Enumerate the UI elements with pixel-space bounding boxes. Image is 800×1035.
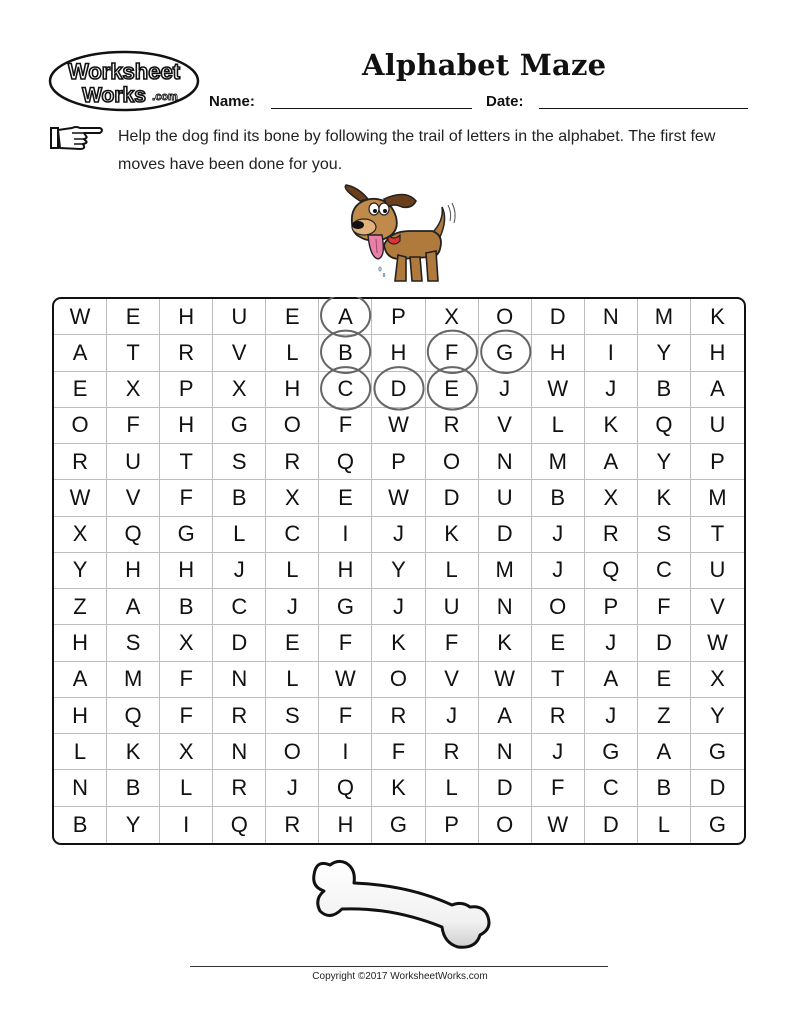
maze-cell[interactable]: Y — [638, 444, 691, 480]
maze-cell[interactable]: K — [372, 770, 425, 806]
maze-cell[interactable]: X — [585, 480, 638, 516]
maze-cell[interactable]: W — [54, 480, 107, 516]
maze-cell[interactable]: L — [213, 517, 266, 553]
page-title: Alphabet Maze — [362, 48, 607, 82]
maze-cell[interactable]: J — [372, 589, 425, 625]
maze-cell[interactable]: U — [107, 444, 160, 480]
maze-cell[interactable]: R — [372, 698, 425, 734]
maze-cell[interactable]: V — [426, 662, 479, 698]
name-label: Name: — [209, 93, 255, 110]
maze-cell[interactable]: L — [54, 734, 107, 770]
logo-graphic — [48, 50, 200, 112]
maze-cell[interactable]: K — [372, 625, 425, 661]
maze-cell[interactable]: B — [107, 770, 160, 806]
maze-cell[interactable]: G — [708, 811, 727, 837]
maze-cell[interactable]: F — [107, 408, 160, 444]
logo-text-suffix: .com — [152, 91, 178, 103]
maze-cell[interactable]: A — [585, 444, 638, 480]
maze-cell[interactable]: U — [479, 480, 532, 516]
maze-cell[interactable]: Y — [638, 335, 691, 371]
maze-cell[interactable]: F — [532, 770, 585, 806]
maze-cell[interactable]: Q — [319, 444, 372, 480]
maze-cell[interactable]: K — [107, 734, 160, 770]
maze-cell[interactable]: Q — [107, 517, 160, 553]
footer-divider — [190, 966, 608, 967]
maze-cell[interactable]: O — [479, 299, 532, 335]
maze-cell[interactable]: J — [532, 734, 585, 770]
date-field-line[interactable] — [539, 108, 748, 109]
maze-cell[interactable]: U — [213, 299, 266, 335]
maze-cell[interactable]: P — [585, 589, 638, 625]
maze-cell[interactable]: G — [372, 807, 425, 843]
maze-cell[interactable]: R — [266, 807, 319, 843]
maze-cell[interactable]: R — [585, 517, 638, 553]
maze-cell[interactable]: Y — [372, 553, 425, 589]
maze-cell[interactable]: H — [160, 553, 213, 589]
maze-cell[interactable]: E — [107, 299, 160, 335]
maze-cell[interactable]: G — [585, 734, 638, 770]
maze-cell[interactable]: I — [585, 335, 638, 371]
maze-cell[interactable]: O — [479, 807, 532, 843]
maze-cell[interactable]: A — [479, 698, 532, 734]
bone-icon — [312, 855, 492, 951]
maze-cell[interactable]: J — [532, 517, 585, 553]
maze-cell[interactable]: F — [319, 698, 372, 734]
maze-cell[interactable]: C — [585, 770, 638, 806]
maze-cell[interactable]: T — [691, 517, 744, 553]
maze-cell[interactable]: D — [372, 372, 425, 408]
maze-cell[interactable]: Q — [585, 553, 638, 589]
maze-cell[interactable]: R — [532, 698, 585, 734]
maze-cell[interactable]: J — [266, 770, 319, 806]
maze-cell[interactable]: D — [479, 770, 532, 806]
maze-cell[interactable]: T — [160, 444, 213, 480]
maze-cell[interactable]: Q — [213, 807, 266, 843]
maze-cell[interactable]: P — [372, 444, 425, 480]
maze-cell[interactable]: R — [160, 335, 213, 371]
maze-cell[interactable]: F — [638, 589, 691, 625]
maze-cell[interactable]: A — [107, 589, 160, 625]
maze-cell[interactable]: R — [266, 444, 319, 480]
maze-cell[interactable]: O — [426, 444, 479, 480]
maze-cell[interactable]: B — [213, 480, 266, 516]
maze-cell[interactable]: A — [691, 372, 744, 408]
date-label: Date: — [486, 93, 524, 110]
maze-cell[interactable]: M — [479, 553, 532, 589]
maze-cell[interactable]: J — [585, 625, 638, 661]
maze-cell[interactable]: H — [691, 335, 744, 371]
maze-cell[interactable]: W — [532, 807, 585, 843]
maze-cell[interactable]: D — [638, 625, 691, 661]
maze-cell[interactable]: L — [266, 553, 319, 589]
maze-cell[interactable]: X — [107, 372, 160, 408]
maze-cell[interactable]: A — [319, 299, 372, 335]
maze-cell[interactable]: J — [585, 372, 638, 408]
maze-cell[interactable]: X — [160, 734, 213, 770]
name-field-line[interactable] — [271, 108, 472, 109]
maze-cell[interactable]: B — [54, 807, 107, 843]
maze-cell[interactable]: L — [426, 553, 479, 589]
maze-cell[interactable]: B — [638, 770, 691, 806]
maze-cell[interactable]: B — [638, 372, 691, 408]
maze-cell[interactable]: P — [426, 807, 479, 843]
maze-cell[interactable]: W — [372, 480, 425, 516]
maze-cell[interactable]: Z — [638, 698, 691, 734]
maze-cell[interactable]: C — [319, 372, 372, 408]
maze-cell[interactable]: W — [319, 662, 372, 698]
maze-cell[interactable]: E — [426, 372, 479, 408]
maze-cell[interactable]: W — [479, 662, 532, 698]
maze-cell[interactable]: H — [372, 335, 425, 371]
maze-cell[interactable]: M — [691, 480, 744, 516]
maze-cell[interactable]: Q — [638, 408, 691, 444]
maze-cell[interactable]: X — [54, 517, 107, 553]
maze-cell[interactable]: N — [54, 770, 107, 806]
maze-cell[interactable]: J — [426, 698, 479, 734]
maze-cell[interactable]: I — [160, 807, 213, 843]
maze-cell[interactable]: Y — [54, 553, 107, 589]
maze-cell[interactable]: R — [213, 770, 266, 806]
maze-cell[interactable]: G — [160, 517, 213, 553]
maze-cell[interactable]: Z — [54, 589, 107, 625]
maze-cell[interactable]: H — [266, 372, 319, 408]
maze-cell[interactable]: B — [160, 589, 213, 625]
maze-cell[interactable]: N — [585, 299, 638, 335]
maze-cell[interactable]: O — [266, 734, 319, 770]
maze-cell[interactable]: N — [479, 734, 532, 770]
maze-cell[interactable]: K — [691, 299, 744, 335]
maze-cell[interactable]: L — [426, 770, 479, 806]
maze-cell[interactable]: Y — [691, 698, 744, 734]
maze-cell[interactable]: F — [319, 408, 372, 444]
maze-cell[interactable]: I — [319, 517, 372, 553]
maze-cell[interactable]: H — [160, 408, 213, 444]
maze-cell[interactable]: P — [160, 372, 213, 408]
maze-cell[interactable]: F — [319, 625, 372, 661]
maze-cell[interactable]: Q — [319, 770, 372, 806]
alphabet-maze-grid — [52, 297, 746, 845]
maze-cell[interactable]: H — [107, 553, 160, 589]
maze-cell[interactable]: N — [479, 444, 532, 480]
maze-cell[interactable]: E — [266, 299, 319, 335]
maze-cell[interactable]: J — [585, 698, 638, 734]
maze-cell[interactable]: I — [319, 734, 372, 770]
maze-cell[interactable]: X — [160, 625, 213, 661]
maze-cell[interactable]: L — [638, 807, 691, 843]
maze-cell[interactable]: S — [107, 625, 160, 661]
maze-cell[interactable]: J — [266, 589, 319, 625]
maze-cell[interactable]: R — [54, 444, 107, 480]
maze-cell[interactable]: T — [107, 335, 160, 371]
maze-cell[interactable]: J — [372, 517, 425, 553]
maze-cell[interactable]: A — [585, 662, 638, 698]
maze-cell[interactable]: E — [638, 662, 691, 698]
maze-cell[interactable]: D — [426, 480, 479, 516]
maze-cell[interactable]: O — [532, 589, 585, 625]
maze-cell[interactable]: H — [160, 299, 213, 335]
maze-cell[interactable]: M — [638, 299, 691, 335]
maze-cell[interactable]: H — [532, 335, 585, 371]
maze-cell[interactable]: G — [691, 734, 744, 770]
maze-cell[interactable]: K — [638, 480, 691, 516]
worksheetworks-logo — [48, 50, 200, 112]
logo-text-line2: Works — [82, 84, 146, 107]
maze-cell[interactable]: V — [213, 335, 266, 371]
maze-cell[interactable]: L — [266, 662, 319, 698]
maze-cell[interactable]: G — [479, 335, 532, 371]
maze-cell[interactable]: T — [532, 662, 585, 698]
maze-cell[interactable]: D — [691, 770, 744, 806]
maze-cell[interactable]: L — [532, 408, 585, 444]
maze-cell[interactable]: M — [107, 662, 160, 698]
maze-cell[interactable]: N — [479, 589, 532, 625]
maze-cell[interactable]: H — [54, 625, 107, 661]
maze-cell[interactable]: N — [213, 662, 266, 698]
maze-cell[interactable]: O — [266, 408, 319, 444]
maze-cell[interactable]: U — [691, 408, 744, 444]
maze-cell[interactable]: W — [532, 372, 585, 408]
maze-cell[interactable]: E — [532, 625, 585, 661]
maze-cell[interactable]: V — [107, 480, 160, 516]
maze-cell[interactable]: X — [426, 299, 479, 335]
maze-cell[interactable]: X — [266, 480, 319, 516]
maze-cell[interactable]: R — [426, 734, 479, 770]
maze-cell[interactable]: E — [266, 625, 319, 661]
maze-cell[interactable]: R — [426, 408, 479, 444]
maze-cell[interactable]: E — [54, 372, 107, 408]
maze-cell[interactable]: J — [532, 553, 585, 589]
maze-cell[interactable]: P — [691, 444, 744, 480]
maze-cell[interactable]: F — [426, 625, 479, 661]
maze-cell[interactable]: V — [479, 408, 532, 444]
dog-icon — [340, 183, 460, 293]
maze-cell[interactable]: J — [479, 372, 532, 408]
pointing-hand-icon — [50, 122, 104, 152]
maze-cell[interactable]: D — [213, 625, 266, 661]
maze-cell[interactable]: F — [426, 335, 479, 371]
maze-cell[interactable]: A — [638, 734, 691, 770]
maze-cell[interactable]: L — [160, 770, 213, 806]
maze-cell[interactable]: U — [691, 553, 744, 589]
maze-cell[interactable]: U — [426, 589, 479, 625]
maze-cell[interactable]: P — [372, 299, 425, 335]
instructions-text: Help the dog find its bone by following the trail of letters in the alphabet. The first few moves have been done for you. — [118, 128, 716, 173]
maze-cell[interactable]: W — [54, 299, 107, 335]
maze-cell[interactable]: W — [372, 408, 425, 444]
maze-cell[interactable]: X — [213, 372, 266, 408]
maze-cell[interactable]: E — [319, 480, 372, 516]
maze-cell[interactable]: L — [266, 335, 319, 371]
maze-cell[interactable]: A — [54, 662, 107, 698]
maze-cell[interactable]: J — [213, 553, 266, 589]
maze-cell[interactable]: S — [638, 517, 691, 553]
maze-cell[interactable]: K — [426, 517, 479, 553]
maze-cell[interactable]: V — [691, 589, 744, 625]
maze-cell[interactable]: G — [213, 408, 266, 444]
maze-cell[interactable]: R — [213, 698, 266, 734]
maze-cell[interactable]: S — [213, 444, 266, 480]
maze-cell[interactable]: F — [160, 698, 213, 734]
maze-cell[interactable]: G — [319, 589, 372, 625]
maze-cell[interactable]: C — [266, 517, 319, 553]
maze-cell[interactable]: H — [319, 807, 372, 843]
maze-cell[interactable]: F — [372, 734, 425, 770]
maze-cell[interactable]: D — [532, 299, 585, 335]
maze-cell[interactable]: N — [213, 734, 266, 770]
maze-cell[interactable]: O — [54, 408, 107, 444]
maze-cell[interactable]: Y — [107, 807, 160, 843]
maze-cell[interactable]: X — [691, 662, 744, 698]
maze-cell[interactable]: D — [479, 517, 532, 553]
maze-cell[interactable]: M — [532, 444, 585, 480]
maze-cell[interactable]: B — [319, 335, 372, 371]
maze-cell[interactable]: W — [691, 625, 744, 661]
maze-cell[interactable]: F — [160, 480, 213, 516]
maze-cell[interactable]: H — [54, 698, 107, 734]
maze-cell[interactable]: H — [319, 553, 372, 589]
maze-cells — [54, 299, 744, 843]
maze-cell[interactable]: O — [372, 662, 425, 698]
maze-cell[interactable]: Q — [107, 698, 160, 734]
maze-cell[interactable]: B — [532, 480, 585, 516]
maze-cell[interactable]: C — [638, 553, 691, 589]
maze-cell[interactable]: S — [266, 698, 319, 734]
maze-cell[interactable]: K — [479, 625, 532, 661]
maze-cell[interactable]: A — [54, 335, 107, 371]
logo-text-line1: Worksheet — [67, 59, 181, 84]
copyright-text: Copyright ©2017 WorksheetWorks.com — [312, 971, 488, 982]
maze-cell[interactable]: D — [585, 807, 638, 843]
maze-cell[interactable]: K — [585, 408, 638, 444]
maze-cell[interactable]: C — [213, 589, 266, 625]
maze-cell[interactable]: F — [160, 662, 213, 698]
